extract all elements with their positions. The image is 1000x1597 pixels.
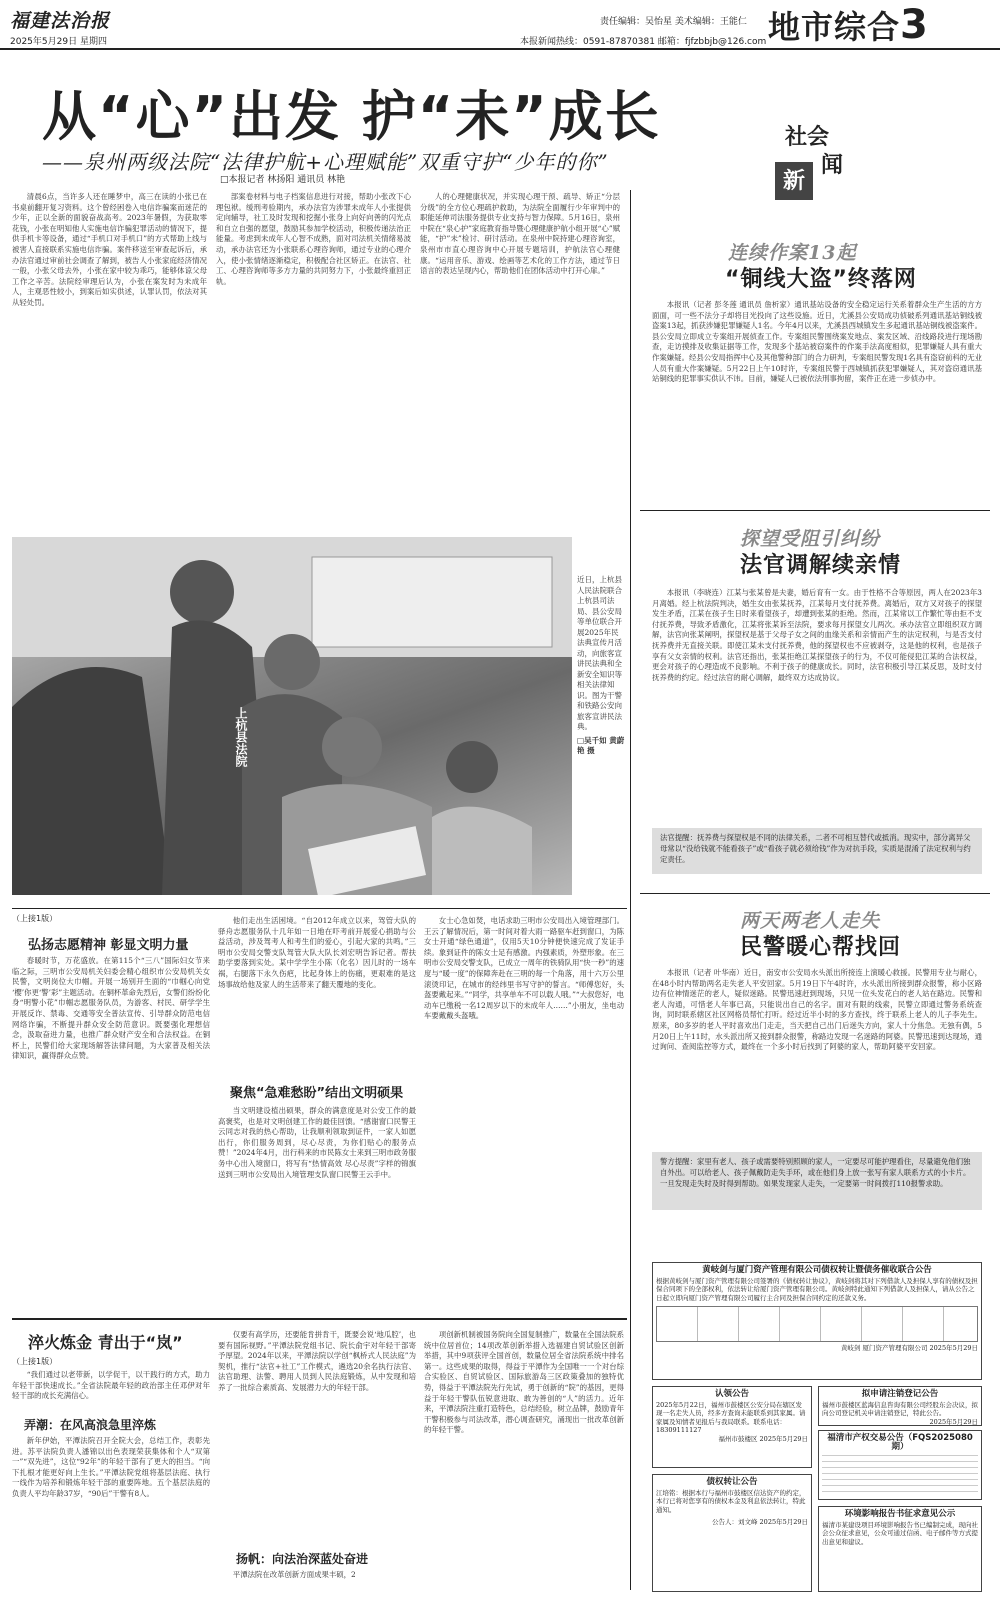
section-title bbox=[768, 2, 929, 48]
notice-property-trade: 福清市产权交易公告（FQS2025080期） bbox=[818, 1430, 982, 1500]
notice-creditor: 债权转让公告 江培铭：根据本行与福州市鼓楼区信达资产的约定，本行已将对您享有的债权本金及利息依法转让，特此通知。 公告人：刘文峰 2025年5月29日 bbox=[652, 1474, 812, 1592]
divider bbox=[640, 893, 990, 894]
column-divider bbox=[630, 190, 631, 1590]
notice-environment: 环境影响报告书征求意见公示 福清市某建设项目环境影响报告书已编制完成，现向社会公众征求意见，公众可通过信函、电子邮件等方式提出意见和建议。 bbox=[818, 1506, 982, 1592]
youth-col-3: 项创新机制被国务院向全国复制推广，数量在全国法院系统中位居首位；14项改革创新举措入选福建自贸试验区创新举措，其中9项获评全国首创，数量位居全省法院系统中排名第一。这些成果的取得，得益于平潭作为全国唯一一个对台综合实验区、自贸试验区、国际旅游岛三区政策叠加的独特优势，得益于平潭法院先行先试，勇于创新的“院”的基因，更得益于年轻干警队伍锐意进取、敢为善创的“人”的活力。近年来，平潭法院注重打造特色，总结经验，树立品牌，鼓励青年干警积极参与司法改革，潜心调查研究，涌现出一批改革创新的年轻干警。 bbox=[424, 1330, 624, 1435]
volunteer-col-1: 春暖时节，万花盛放。在第115个“三八”国际妇女节来临之际，三明市公安局机关妇委会精心组织市公安局机关女民警，文明岗位大巾帼。开展一场别开生面的“巾帼心向党 ‘樱’你更‘警’彩”主题活动。在铜杯革命先烈后，女警们纷纷化身“明警小花”巾帼志愿服务队员，为游客、村民、研学学生开展反诈、禁毒、交通等安全普法宣传、引导群众防范电信网络诈骗，不断提升群众安全防范意识。既要强化理想信念，汲取奋进力量，也推广群众财产安全和合法权益。在铜杯上，民警们给大家现场解答法律问题，为大家普及相关法律知识，赢得群众点赞。 bbox=[12, 956, 210, 1061]
volunteer-title: 弘扬志愿精神 彰显文明力量 bbox=[28, 938, 189, 953]
lead-col-1: 清晨6点，当许多人还在睡梦中，高三在读的小张已在书桌前翻开复习资料。这个曾经困卷入电信诈骗案而迷茫的少年，正以全新的面貌奋战高考。2023年暑假，为获取零花钱，小张在明知他人实施电信诈骗犯罪活动的情况下，提供手机卡等设备，通过“手机口对手机口”的方式帮助上线与被害人直接联系实施电信诈骗。案件移送至审查起诉后，承办法官通过审前社会调查了解到，被告人小张家庭经济情况一般，小张父母去外，小张在家中较为乖巧，能够体谅父母工作之辛苦。法院经审理后认为，小张在案发时为未成年人，主观恶性较小，到案后如实供述，认罪认罚，依法对其从轻处罚。 bbox=[12, 192, 207, 307]
youth-title: 淬火炼金 青出于“岚” bbox=[28, 1333, 183, 1352]
sash-text: 上杭县法院 bbox=[234, 707, 248, 767]
train-photo bbox=[12, 537, 572, 895]
lead-byline: □本报记者 林扬阳 通讯员 林艳 bbox=[220, 175, 346, 185]
notice-deregister: 拟申请注销登记公告 福州市鼓楼区蓝海信息咨询有限公司经股东会决议，拟向公司登记机关申请注销登记，特此公告。 2025年5月29日 bbox=[818, 1386, 982, 1426]
youth-from: （上接1版） bbox=[12, 1357, 58, 1366]
hotline-line: 本报新闻热线：0591-87870381 邮箱：fjfzbbjb@126.com bbox=[520, 37, 767, 47]
copper-title: “铜线大盗”终落网 bbox=[725, 267, 917, 292]
volunteer-col-3: 女士心急如焚，电话求助三明市公安局出入境管理部门。王云了解情况后，第一时间对着大雨一路驱车赶到窗口，为陈女士开通“绿色通道”，仅用5天10分钟便快速完成了发证手续。象到证件的陈女士足有感激。内强素质，外塑形象。在三明市公安局交警支队，已成立一周年的铁骑队用“快一秒”的速度与“暖一度”的保障奔赴在三明的每一个角落，用十六万公里滚烫印记，在城市的经纬里书写守护的誓言。“师傅您好，头盔要戴起来。”“同学，共享单车不可以载人哦。”“大叔您好，电动车已缴税一名12周岁以下的未成年人……”小朋友，坐电动车要戴戴头盔哦。 bbox=[424, 916, 624, 1021]
youth-subtitle-1: 弄潮：在风高浪急里淬炼 bbox=[24, 1418, 157, 1432]
copper-kicker: 连续作案13起 bbox=[728, 242, 857, 264]
social-news-logo: 社会 新 闻 bbox=[775, 120, 870, 205]
lead-headline: 从“心”出发 护“未”成长 bbox=[42, 85, 661, 148]
elderly-body: 本报讯（记者 叶华南）近日，南安市公安局水头派出所接连上演暖心救援。民警用专业与耐心，在48小时内帮助两名走失老人平安回家。5月19日下午4时许，水头派出所接到群众报警，称小区路边有位神情迷茫的老人，疑似迷路。民警迅速赶到现场，只见一位头发花白的老人站在路边。民警和老人沟通，可惜老人年事已高，只能说出自己的名字。面对有限的线索，民警立即通过警务系统查询，同时联系辖区社区网格员帮忙打听。经过近半小时的多方查找，终于联系上老人的儿子李先生。原来，80多岁的老人平时喜欢出门走走，当天把自己出门后迷失方向，家人十分焦急。无独有偶，5月20日上午11时，水头派出所又接到群众报警，称路边发现一名迷路的阿婆。民警迅速到达现场，通过询问、查阅监控等方式，最终在一个多小时后找到了阿婆的家人，帮助阿婆平安回家。 bbox=[652, 968, 982, 1052]
divider bbox=[640, 510, 990, 511]
lead-col-3: 人的心理健康状况，并实现心理干预、疏导、矫正“分层分级”的全方位心理疏护救助，为法院全面履行少年审判中的职能延伸司法服务提供专业支持与智力保障。5月16日，泉州中院在“泉心护”家庭教育指导暨心理健康护航小组开展“心”赋能，“护”未”检讨、研讨活动。在泉州中院持建心理咨询室，泉州市市直心理咨询中心开展专题培训，护航法官心理健康。“运用音乐、游戏、绘画等艺术化的工作方法，通过节日语言的表达呈现内心，帮助他们在团体活动中打开心扉。” bbox=[420, 192, 620, 276]
volunteer-col-2: 他们走出生活困境。“自2012年成立以来，驾管大队的驿舟志愿服务队十几年如一日地在吓考前开展爱心捐助与公益活动，涉及驾考人和考生们的爱心，引起大家的共鸣。”三明市公安局交警支队驾管大队大队长刘宏明告诉记者。帮扶助学要落到实处。某中学学生小陈（化名）因儿时的一场车祸，右腿落下永久伤疤，比起身体上的伤痛，更艰难的是这场事故给他及家人的生活带来了翻天覆地的变化。 bbox=[218, 916, 416, 989]
page-number: 3 bbox=[900, 2, 929, 48]
volunteer-subtitle: 聚焦“急难愁盼”结出文明硕果 bbox=[230, 1086, 404, 1101]
masthead-title: 福建法治报 bbox=[10, 10, 111, 32]
divider bbox=[12, 908, 627, 909]
notice-table bbox=[656, 1306, 978, 1342]
section-name: 地市综合 bbox=[768, 8, 901, 46]
visitation-title: 法官调解续亲情 bbox=[740, 553, 902, 578]
elderly-title: 民警暖心帮找回 bbox=[740, 935, 902, 960]
volunteer-col-2b: 当文明建设植出硕果，群众的满意度是对公安工作的最高褒奖，也是对文明创建工作的最佳回馈。“感谢窗口民警王云同志对我的热心帮助，让我顺利领取到证件，一家人如愿出行，你们服务周到，尽心尽责，为你们贴心的服务点赞！”2024年4月，出行科来的市民陈女士来到三明市政务服务中心出入境窗口，将写有“热情高效 尽心尽责”字样的锦旗送到三明市公安局出入境管理支队窗口民警王云手中。 bbox=[218, 1106, 416, 1179]
divider bbox=[12, 1318, 627, 1320]
youth-col-1b: 新年伊始，平潭法院召开全院大会，总结工作，表彰先进。苏平法院负责人潘锦以出色表现荣获集体和个人“双第一”“双先进”，这位“92年”的年轻干部有了更大的担当。“向下扎根才能更好向上生长。”平潭法院党组将基层法庭、执行一线作为培养和锻炼年轻干部的重要阵地。五个基层法庭的负责人平均年龄37岁，“90后”干警有8人。 bbox=[12, 1436, 210, 1498]
youth-col-2b: 平潭法院在改革创新方面成果丰硕，2 bbox=[232, 1570, 356, 1579]
notice-claim: 认领公告 2025年5月22日，福州市鼓楼区公安分局在辖区发现一名走失人员，经多方查询未能联系到其家属。请家属及知情者见报后与我局联系。联系电话：18309111127 福州市鼓楼区 2025年5月29日 bbox=[652, 1386, 812, 1468]
elderly-tip: 警方提醒：家里有老人、孩子或需要特别照顾的家人，一定要尽可能护理看住，尽量避免他们独自外出。可以给老人、孩子佩戴防走失手环，或在他们身上放一张写有家人联系方式的小卡片。一旦发现走失时及时得到帮助。如果发现家人走失，一定要第一时间拨打110报警求助。 bbox=[652, 1152, 982, 1210]
editors-line: 责任编辑：吴怡星 美术编辑：王能仁 bbox=[600, 17, 747, 27]
lead-subhead: ——泉州两级法院“法律护航+心理赋能”双重守护“少年的你” bbox=[42, 150, 609, 174]
visitation-tip: 法官提醒：抚养费与探望权是不同的法律关系，二者不可相互替代或抵消。现实中，部分离异父母常以“没给钱就不能看孩子”或“看孩子就必须给钱”作为对抗手段，实质是混淆了法定权利与约定责任。 bbox=[652, 828, 982, 874]
issue-date: 2025年5月29日 星期四 bbox=[10, 37, 107, 47]
lead-col-2: 部案卷材料与电子档案信息进行对接，帮助小张改下心理包袱。缓刑考验期内，承办法官为涉罪未成年人小张提供定向辅导，社工及时发现和挖掘小张身上向好向善的闪光点和自立自强的愿望，鼓励其参加学校活动，积极传递法治正能量。考虑到未成年人心智不成熟，面对司法机关情绪易波动，承办法官还为小张联系心理咨询师，通过专业的心理介入，使小张情绪逐渐稳定，积极配合社区矫正。在法官、社工、心理咨询师等多方力量的共同努力下，小张最终重回正轨。 bbox=[216, 192, 411, 286]
photo-illustration bbox=[12, 537, 572, 895]
elderly-kicker: 两天两老人走失 bbox=[740, 910, 881, 932]
notice-debt-transfer: 黄岐剑与厦门资产管理有限公司债权转让暨债务催收联合公告 根据黄岐剑与厦门资产管理有限公司签署的《债权转让协议》，黄岐剑将其对下列借款人及担保人享有的债权及担保合同项下的全部权利，依法转让给厦门资产管理有限公司。黄岐剑特此通知下列借款人及担保人，请从公告之日起立即向厦门资产管理有限公司履行主合同及担保合同约定的还款义务。 黄岐剑 厦门资产管理有限公司 2025年5月29日 bbox=[652, 1262, 982, 1380]
visitation-body: 本报讯（李晓连）江某与张某曾是夫妻，婚后育有一女。由于性格不合等原因，两人在2023年3月离婚。经上杭法院判决，婚生女由张某抚养，江某每月支付抚养费。离婚后，双方又对孩子的探望发生矛盾，江某在孩子生日时来看望孩子，却遭到张某的拒绝。然而，江某常以工作繁忙等由拒不支付抚养费，导致矛盾激化，江某将张某诉至法院，要求每月探望女儿两次。承办法官立即组织双方调解，法官向张某阐明，探望权是基于父母子女之间的血缘关系和亲情而产生的法定权利，与是否支付抚养费并无直接关联。即使江某未支付抚养费，他的探望权也不应被剥夺，这是他的权利，也是孩子享有父女亲情的权利。法官还指出，张某拒绝江某探望孩子的行为，不仅可能侵犯江某的合法权益，更会对孩子的心理造成不良影响。不利于孩子的健康成长。同时，法官积极引导江某反思，及时支付抚养费的约定。经过法官的耐心调解，最终双方达成协议。 bbox=[652, 588, 982, 682]
youth-col-2: 仅要有高学历，还要能肯拼肯干，既要会说‘地瓜腔’，也要有国际视野。”平潭法院党组书记、院长俞宇对年轻干部寄予厚望。2024年以来，平潭法院以学创“枫桥式人民法庭”为契机，推行“法官+社工”工作模式，遴选20余名执行法官、法官助理、法警、聘用人员到人民法庭锻炼，从中发现和培养了一批综合素质高、发展潜力大的年轻干部。 bbox=[218, 1330, 416, 1392]
youth-subtitle-2: 扬帆：向法治深蓝处奋进 bbox=[236, 1552, 369, 1566]
visitation-kicker: 探望受阻引纠纷 bbox=[740, 528, 881, 550]
volunteer-from: （上接1版） bbox=[12, 914, 58, 923]
photo-caption: 近日，上杭县人民法院联合上杭县司法局、县公安局等单位联合开展2025年民法典宣传月活动，向旅客宣讲民法典和全新安全知识等相关法律知识。图为干警和铁路公安向旅客宣讲民法典。 □吴千如 黄蔚艳 摄 bbox=[577, 575, 625, 755]
youth-col-1: “我们通过以老带新，以学促干，以干践行的方式，助力年轻干部快速成长。”全省法院最年轻的政治部主任邓伊对年轻干部的成长充满信心。 bbox=[12, 1370, 210, 1401]
copper-body: 本报讯（记者 彭冬莲 通讯员 詹析家）通讯基站设备的安全稳定运行关系着群众生产生活的方方面面，可一些不法分子却将目光投向了这些设施。近日，尤溪县公安局成功侦破系列通讯基站铜线被盗案13起，抓获涉嫌犯罪嫌疑人1名。今年4月以来，尤溪县西城镇发生多起通讯基站铜线被盗案件。县公安局立即成立专案组开展侦查工作。专案组民警围绕案发地点、案发区域、沿线路段进行现场勘查，走访摸排及收集证据等工作，发现多个基站被窃案件的作案手法高度相似，犯罪嫌疑人具有重大作案嫌疑。经县公安局指挥中心及其他警种部门的合力研判，专案组民警发现1名具有盗窃前科的无业人员有重大作案嫌疑。5月22日上午10时许，专案组民警于西城镇抓获犯罪嫌疑人，其对盗窃通讯基站铜线的犯罪事实供认不讳。目前，嫌疑人已被依法刑事拘留，案件正在进一步侦办中。 bbox=[652, 300, 982, 384]
